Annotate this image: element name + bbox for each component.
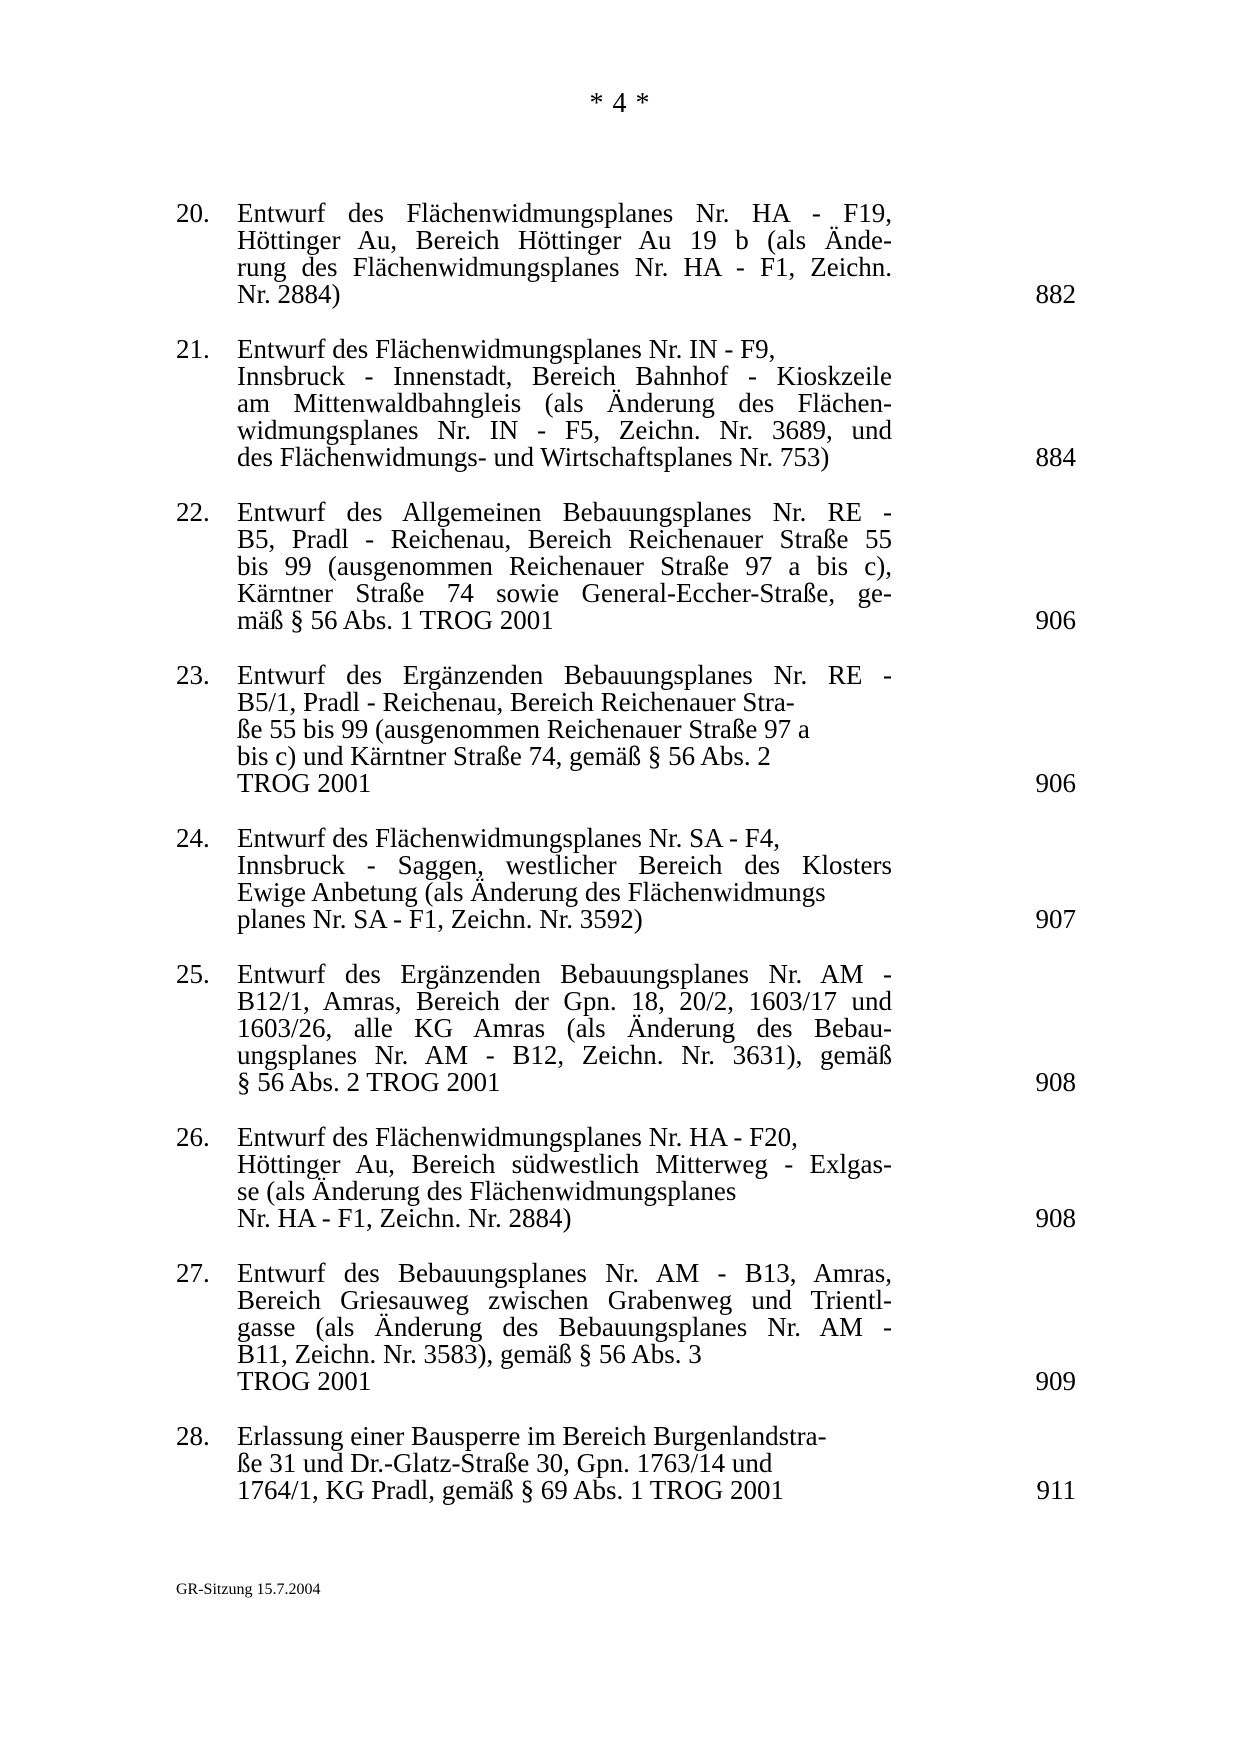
footer-session-date: GR-Sitzung 15.7.2004: [176, 1581, 321, 1598]
entry-text: [237, 825, 892, 933]
entry-page-number: 911: [1036, 1475, 1076, 1505]
entry-line: Entwurf des Ergänzenden Bebauungsplanes Nr. RE -: [237, 660, 892, 690]
entry-line: am Mittenwaldbahngleis (als Änderung des Flächen-: [237, 388, 892, 418]
entry-page-number: 907: [1035, 904, 1076, 934]
entry-line: TROG 2001: [237, 768, 372, 798]
entry-text: [237, 662, 892, 797]
entry-text: [237, 200, 892, 308]
entry-line: des Flächenwidmungs- und Wirtschaftsplanes Nr. 753): [237, 442, 830, 472]
entry-line: Entwurf des Flächenwidmungsplanes Nr. SA - F4,: [237, 823, 780, 853]
entry-text: [237, 1260, 892, 1395]
entry-page-number: 906: [1035, 605, 1076, 635]
entry-number: 28.: [176, 1421, 210, 1451]
entry-line: mäß § 56 Abs. 1 TROG 2001: [237, 605, 554, 635]
entry-text: [237, 499, 892, 634]
entry-line: bis 99 (ausgenommen Reichenauer Straße 97 a bis c),: [237, 551, 892, 581]
entry-line: Kärntner Straße 74 sowie General-Eccher-Straße, ge-: [237, 578, 892, 608]
entry-line: Erlassung einer Bausperre im Bereich Burgenlandstra-: [237, 1421, 827, 1451]
entry-number: 23.: [176, 660, 210, 690]
toc-entry: [176, 961, 1076, 1096]
entry-line: Innsbruck - Saggen, westlicher Bereich des Klosters: [237, 850, 892, 880]
entry-number: 20.: [176, 198, 210, 228]
toc-entry: [176, 336, 1076, 471]
toc-entry: [176, 825, 1076, 933]
entry-line: Entwurf des Allgemeinen Bebauungsplanes Nr. RE -: [237, 497, 892, 527]
entry-line: ße 55 bis 99 (ausgenommen Reichenauer Straße 97 a: [237, 714, 810, 744]
entry-line: Entwurf des Ergänzenden Bebauungsplanes Nr. AM -: [237, 959, 892, 989]
toc-entry: [176, 1124, 1076, 1232]
toc-entry: [176, 200, 1076, 308]
entry-page-number: 908: [1035, 1203, 1076, 1233]
table-of-contents: [176, 200, 1076, 1532]
entry-line: Ewige Anbetung (als Änderung des Flächenwidmungs: [237, 877, 826, 907]
entry-line: rung des Flächenwidmungsplanes Nr. HA - F1, Zeichn.: [237, 252, 892, 282]
entry-line: Entwurf des Flächenwidmungsplanes Nr. HA - F20,: [237, 1122, 798, 1152]
entry-line: Nr. 2884): [237, 279, 341, 309]
toc-entry: [176, 662, 1076, 797]
entry-line: planes Nr. SA - F1, Zeichn. Nr. 3592): [237, 904, 643, 934]
entry-line: TROG 2001: [237, 1366, 372, 1396]
entry-text: [237, 1124, 892, 1232]
entry-line: widmungsplanes Nr. IN - F5, Zeichn. Nr. 3689, und: [237, 415, 892, 445]
entry-line: B5/1, Pradl - Reichenau, Bereich Reichenauer Stra-: [237, 687, 795, 717]
entry-text: [237, 1423, 892, 1504]
entry-line: Höttinger Au, Bereich südwestlich Mitterweg - Exlgas-: [237, 1149, 892, 1179]
toc-entry: [176, 1260, 1076, 1395]
entry-page-number: 906: [1035, 768, 1076, 798]
entry-line: bis c) und Kärntner Straße 74, gemäß § 56 Abs. 2: [237, 741, 771, 771]
entry-page-number: 884: [1035, 442, 1076, 472]
entry-line: Entwurf des Flächenwidmungsplanes Nr. IN - F9,: [237, 334, 776, 364]
entry-line: B12/1, Amras, Bereich der Gpn. 18, 20/2, 1603/17 und: [237, 986, 892, 1016]
entry-text: [237, 336, 892, 471]
entry-line: 1764/1, KG Pradl, gemäß § 69 Abs. 1 TROG 2001: [237, 1475, 784, 1505]
entry-page-number: 909: [1035, 1366, 1076, 1396]
entry-line: Innsbruck - Innenstadt, Bereich Bahnhof - Kioskzeile: [237, 361, 892, 391]
toc-entry: [176, 499, 1076, 634]
entry-line: B5, Pradl - Reichenau, Bereich Reichenauer Straße 55: [237, 524, 892, 554]
entry-line: Entwurf des Flächenwidmungsplanes Nr. HA - F19,: [237, 198, 892, 228]
entry-number: 27.: [176, 1258, 210, 1288]
entry-line: se (als Änderung des Flächenwidmungsplanes: [237, 1176, 737, 1206]
entry-text: [237, 961, 892, 1096]
entry-number: 25.: [176, 959, 210, 989]
entry-line: Höttinger Au, Bereich Höttinger Au 19 b (als Ände-: [237, 225, 892, 255]
entry-line: gasse (als Änderung des Bebauungsplanes Nr. AM -: [237, 1312, 892, 1342]
entry-line: Bereich Griesauweg zwischen Grabenweg und Trientl-: [237, 1285, 892, 1315]
entry-line: Entwurf des Bebauungsplanes Nr. AM - B13, Amras,: [237, 1258, 892, 1288]
entry-line: Nr. HA - F1, Zeichn. Nr. 2884): [237, 1203, 572, 1233]
entry-line: § 56 Abs. 2 TROG 2001: [237, 1067, 501, 1097]
entry-page-number: 908: [1035, 1067, 1076, 1097]
entry-number: 26.: [176, 1122, 210, 1152]
entry-page-number: 882: [1035, 279, 1076, 309]
toc-entry: [176, 1423, 1076, 1504]
entry-line: ße 31 und Dr.-Glatz-Straße 30, Gpn. 1763/14 und: [237, 1448, 773, 1478]
entry-line: ungsplanes Nr. AM - B12, Zeichn. Nr. 3631), gemäß: [237, 1040, 892, 1070]
entry-number: 22.: [176, 497, 210, 527]
entry-number: 21.: [176, 334, 210, 364]
entry-number: 24.: [176, 823, 210, 853]
entry-line: B11, Zeichn. Nr. 3583), gemäß § 56 Abs. 3: [237, 1339, 702, 1369]
entry-line: 1603/26, alle KG Amras (als Änderung des Bebau-: [237, 1013, 892, 1043]
page-number: * 4 *: [589, 88, 651, 119]
